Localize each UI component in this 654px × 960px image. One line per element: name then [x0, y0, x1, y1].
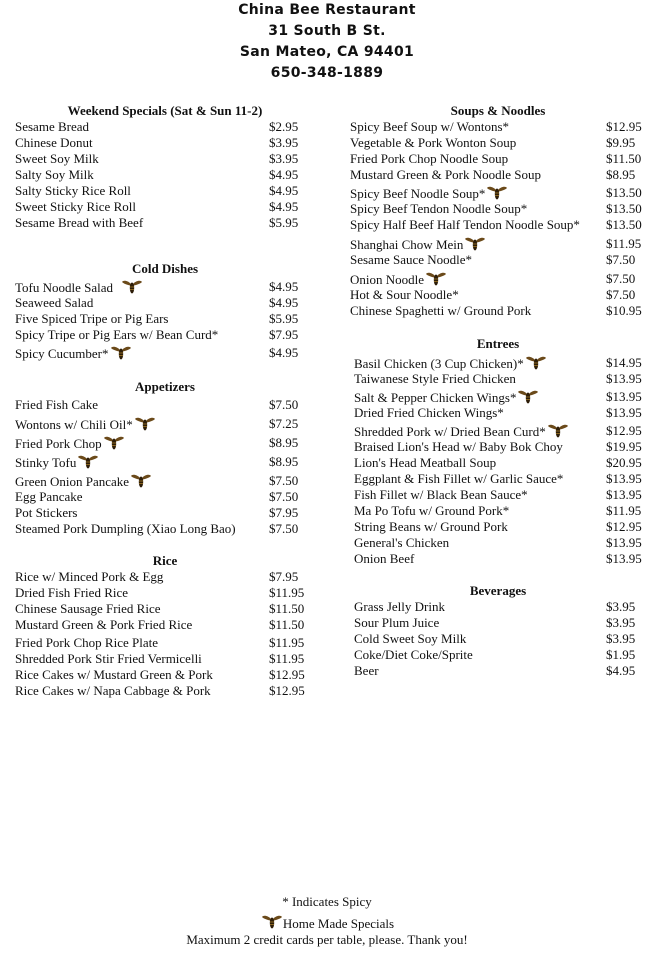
- weekend-specials-section: [15, 103, 315, 231]
- rice-section: [15, 553, 315, 699]
- soups-noodles-section: [350, 103, 646, 319]
- menu-item: [354, 647, 646, 663]
- item-price: $12.95: [606, 519, 642, 534]
- menu-item: [354, 535, 646, 551]
- item-name: Salty Soy Milk: [15, 167, 94, 182]
- item-price: $7.50: [606, 252, 636, 267]
- item-price: $7.50: [269, 473, 299, 488]
- item-name: Onion Noodle: [350, 272, 425, 287]
- item-name: Steamed Pork Dumpling (Xiao Long Bao): [15, 521, 236, 536]
- item-price: $10.95: [606, 303, 642, 318]
- menu-item: [15, 683, 315, 699]
- bee-icon: [517, 389, 539, 405]
- item-name: Sweet Sticky Rice Roll: [15, 199, 136, 214]
- item-price: $13.95: [606, 487, 642, 502]
- item-name: Mustard Green & Pork Noodle Soup: [350, 167, 542, 182]
- item-name: Rice Cakes w/ Napa Cabbage & Pork: [15, 683, 211, 698]
- bee-icon: [547, 423, 569, 439]
- beverages-section: [350, 583, 646, 679]
- footer: [0, 894, 654, 948]
- item-price: $13.95: [606, 371, 642, 386]
- item-price: $7.50: [269, 397, 299, 412]
- item-name: Spicy Beef Soup w/ Wontons*: [350, 119, 510, 134]
- item-price: $7.50: [269, 489, 299, 504]
- item-price: $11.95: [269, 585, 305, 600]
- bee-icon: [121, 279, 143, 295]
- menu-item: [354, 487, 646, 503]
- bee-icon: [134, 416, 156, 432]
- menu-item: [15, 473, 315, 489]
- menu-item: [350, 217, 646, 233]
- item-name: Rice w/ Minced Pork & Egg: [15, 569, 164, 584]
- menu-item: [15, 397, 315, 413]
- item-name: Mustard Green & Pork Fried Rice: [15, 617, 193, 632]
- restaurant-phone: 650-348-1889: [270, 65, 384, 81]
- menu-item: [354, 519, 646, 535]
- item-price: $13.50: [606, 217, 642, 232]
- item-price: $1.95: [606, 647, 636, 662]
- item-name: Stinky Tofu: [15, 455, 77, 470]
- section-title: Cold Dishes: [131, 261, 199, 276]
- menu-item: [354, 471, 646, 487]
- item-price: $13.95: [606, 551, 642, 566]
- item-name: String Beans w/ Ground Pork: [354, 519, 508, 534]
- item-name: Seaweed Salad: [15, 295, 94, 310]
- item-name: Dried Fish Fried Rice: [15, 585, 129, 600]
- item-price: $11.95: [269, 651, 305, 666]
- item-price: $7.95: [269, 569, 299, 584]
- item-name: Sour Plum Juice: [354, 615, 440, 630]
- menu-item: [350, 135, 646, 151]
- item-price: $11.50: [269, 601, 305, 616]
- item-name: Taiwanese Style Fried Chicken: [354, 371, 516, 386]
- spicy-note: * Indicates Spicy: [282, 894, 372, 909]
- restaurant-street: 31 South B St.: [268, 23, 386, 39]
- item-price: $11.95: [269, 635, 305, 650]
- menu-item: [350, 201, 646, 217]
- appetizers-section: [15, 379, 315, 537]
- menu-item: [354, 455, 646, 471]
- menu-item: [15, 585, 315, 601]
- item-price: $8.95: [269, 454, 299, 469]
- restaurant-name: China Bee Restaurant: [238, 2, 416, 18]
- item-name: Lion's Head Meatball Soup: [354, 455, 497, 470]
- item-name: Braised Lion's Head w/ Baby Bok Choy: [354, 439, 563, 454]
- menu-item: [15, 667, 315, 683]
- item-price: $4.95: [269, 183, 299, 198]
- menu-item: [15, 295, 315, 311]
- item-price: $8.95: [606, 167, 636, 182]
- menu-item: [354, 439, 646, 455]
- menu-item: [354, 663, 646, 679]
- homemade-note: Home Made Specials: [282, 916, 395, 931]
- section-title: Weekend Specials (Sat & Sun 11-2): [67, 103, 263, 118]
- item-price: $4.95: [269, 167, 299, 182]
- item-name: Chinese Spaghetti w/ Ground Pork: [350, 303, 532, 318]
- menu-item: [15, 454, 315, 470]
- menu-item: [350, 271, 646, 287]
- item-name: Shredded Pork w/ Dried Bean Curd*: [354, 424, 546, 439]
- menu-item: [15, 199, 315, 215]
- entrees-section: [350, 336, 646, 567]
- item-name: Spicy Cucumber*: [15, 346, 109, 361]
- section-title: Entrees: [476, 336, 520, 351]
- item-price: $11.50: [606, 151, 642, 166]
- item-name: Wontons w/ Chili Oil*: [15, 417, 133, 432]
- section-title: Soups & Noodles: [450, 103, 546, 118]
- restaurant-header: [0, 0, 654, 84]
- item-price: $12.95: [269, 683, 305, 698]
- item-price: $13.50: [606, 201, 642, 216]
- item-name: Beer: [354, 663, 379, 678]
- left-column: [15, 103, 315, 699]
- item-name: Sesame Sauce Noodle*: [350, 252, 473, 267]
- menu-item: [15, 279, 315, 295]
- menu-item: [15, 311, 315, 327]
- item-price: $3.95: [606, 615, 636, 630]
- item-name: Chinese Sausage Fried Rice: [15, 601, 161, 616]
- menu-item: [350, 303, 646, 319]
- menu-item: [15, 183, 315, 199]
- item-price: $12.95: [606, 423, 642, 438]
- menu-item: [15, 345, 315, 361]
- item-name: Dried Fried Chicken Wings*: [354, 405, 504, 420]
- item-name: Onion Beef: [354, 551, 415, 566]
- bee-icon: [110, 345, 132, 361]
- menu-item: [354, 405, 646, 421]
- item-name: Eggplant & Fish Fillet w/ Garlic Sauce*: [354, 471, 564, 486]
- item-name: Shanghai Chow Mein: [350, 237, 464, 252]
- menu-item: [15, 167, 315, 183]
- item-name: Fried Pork Chop Rice Plate: [15, 635, 158, 650]
- item-name: Pot Stickers: [15, 505, 78, 520]
- bee-icon: [525, 355, 547, 371]
- item-name: Spicy Beef Tendon Noodle Soup*: [350, 201, 528, 216]
- menu-item: [354, 423, 646, 439]
- item-name: Spicy Beef Noodle Soup*: [350, 186, 486, 201]
- menu-item: [350, 119, 646, 135]
- menu-item: [15, 215, 315, 231]
- homemade-note-line: [0, 914, 654, 932]
- item-name: Five Spiced Tripe or Pig Ears: [15, 311, 169, 326]
- item-price: $20.95: [606, 455, 642, 470]
- section-title: Beverages: [469, 583, 527, 598]
- item-price: $4.95: [269, 295, 299, 310]
- item-price: $7.50: [606, 287, 636, 302]
- item-price: $4.95: [269, 199, 299, 214]
- menu-item: [354, 503, 646, 519]
- item-name: General's Chicken: [354, 535, 450, 550]
- item-price: $3.95: [269, 151, 299, 166]
- item-price: $5.95: [269, 215, 299, 230]
- item-name: Salt & Pepper Chicken Wings*: [354, 390, 517, 405]
- item-price: $9.95: [606, 135, 636, 150]
- item-price: $4.95: [269, 279, 299, 294]
- menu-item: [15, 151, 315, 167]
- item-name: Spicy Tripe or Pig Ears w/ Bean Curd*: [15, 327, 219, 342]
- bee-icon: [103, 435, 125, 451]
- item-name: Fried Fish Cake: [15, 397, 99, 412]
- item-name: Sweet Soy Milk: [15, 151, 99, 166]
- item-price: $5.95: [269, 311, 299, 326]
- menu-item: [15, 327, 315, 343]
- menu-item: [354, 371, 646, 387]
- credit-card-note: Maximum 2 credit cards per table, please. Thank you!: [186, 932, 468, 947]
- cold-dishes-section: [15, 261, 315, 361]
- menu-item: [350, 236, 646, 252]
- item-name: Egg Pancake: [15, 489, 83, 504]
- menu-item: [15, 601, 315, 617]
- menu-item: [15, 119, 315, 135]
- menu-item: [350, 151, 646, 167]
- menu-item: [15, 521, 315, 537]
- menu-item: [354, 389, 646, 405]
- item-name: Ma Po Tofu w/ Ground Pork*: [354, 503, 510, 518]
- item-price: $3.95: [269, 135, 299, 150]
- menu-item: [354, 631, 646, 647]
- menu-item: [15, 635, 315, 651]
- item-name: Vegetable & Pork Wonton Soup: [350, 135, 517, 150]
- item-price: $7.95: [269, 327, 299, 342]
- menu-item: [15, 489, 315, 505]
- menu-item: [15, 435, 315, 451]
- item-price: $13.95: [606, 405, 642, 420]
- item-price: $3.95: [606, 599, 636, 614]
- item-price: $14.95: [606, 355, 642, 370]
- menu-item: [354, 551, 646, 567]
- menu-item: [350, 287, 646, 303]
- item-price: $7.95: [269, 505, 299, 520]
- menu-item: [350, 167, 646, 183]
- menu-item: [350, 252, 646, 268]
- item-price: $12.95: [269, 667, 305, 682]
- restaurant-city: San Mateo, CA 94401: [239, 44, 415, 60]
- item-price: $13.95: [606, 471, 642, 486]
- item-price: $11.95: [606, 503, 642, 518]
- item-price: $13.95: [606, 535, 642, 550]
- item-name: Cold Sweet Soy Milk: [354, 631, 467, 646]
- bee-icon: [425, 271, 447, 287]
- item-name: Fish Fillet w/ Black Bean Sauce*: [354, 487, 528, 502]
- item-price: $12.95: [606, 119, 642, 134]
- item-name: Hot & Sour Noodle*: [350, 287, 459, 302]
- menu-item: [15, 505, 315, 521]
- right-column: [350, 103, 646, 679]
- section-title: Appetizers: [135, 379, 195, 394]
- item-price: $7.50: [606, 271, 636, 286]
- bee-icon: [261, 914, 283, 930]
- item-price: $11.95: [606, 236, 642, 251]
- menu-item: [354, 599, 646, 615]
- section-title: Rice: [152, 553, 178, 568]
- item-name: Fried Pork Chop Noodle Soup: [350, 151, 509, 166]
- menu-item: [15, 135, 315, 151]
- menu-item: [15, 651, 315, 667]
- bee-icon: [77, 454, 99, 470]
- menu-item: [350, 185, 646, 201]
- item-price: $2.95: [269, 119, 299, 134]
- item-name: Rice Cakes w/ Mustard Green & Pork: [15, 667, 213, 682]
- item-name: Green Onion Pancake: [15, 474, 130, 489]
- item-price: $3.95: [606, 631, 636, 646]
- item-price: $7.50: [269, 521, 299, 536]
- item-name: Tofu Noodle Salad: [15, 280, 114, 295]
- bee-icon: [464, 236, 486, 252]
- item-price: $19.95: [606, 439, 642, 454]
- menu-item: [354, 355, 646, 371]
- item-name: Sesame Bread with Beef: [15, 215, 144, 230]
- item-name: Coke/Diet Coke/Sprite: [354, 647, 473, 662]
- bee-icon: [130, 473, 152, 489]
- item-name: Grass Jelly Drink: [354, 599, 445, 614]
- item-name: Basil Chicken (3 Cup Chicken)*: [354, 356, 524, 371]
- item-price: $13.50: [606, 185, 642, 200]
- item-price: $11.50: [269, 617, 305, 632]
- item-name: Sesame Bread: [15, 119, 90, 134]
- item-price: $8.95: [269, 435, 299, 450]
- item-price: $4.95: [269, 345, 299, 360]
- bee-icon: [486, 185, 508, 201]
- item-price: $4.95: [606, 663, 636, 678]
- item-name: Fried Pork Chop: [15, 436, 102, 451]
- item-name: Shredded Pork Stir Fried Vermicelli: [15, 651, 202, 666]
- menu-item: [15, 416, 315, 432]
- menu-item: [354, 615, 646, 631]
- item-price: $7.25: [269, 416, 299, 431]
- item-name: Chinese Donut: [15, 135, 93, 150]
- item-price: $13.95: [606, 389, 642, 404]
- menu-item: [15, 569, 315, 585]
- item-name: Salty Sticky Rice Roll: [15, 183, 131, 198]
- menu-item: [15, 617, 315, 633]
- item-name: Spicy Half Beef Half Tendon Noodle Soup*: [350, 217, 580, 232]
